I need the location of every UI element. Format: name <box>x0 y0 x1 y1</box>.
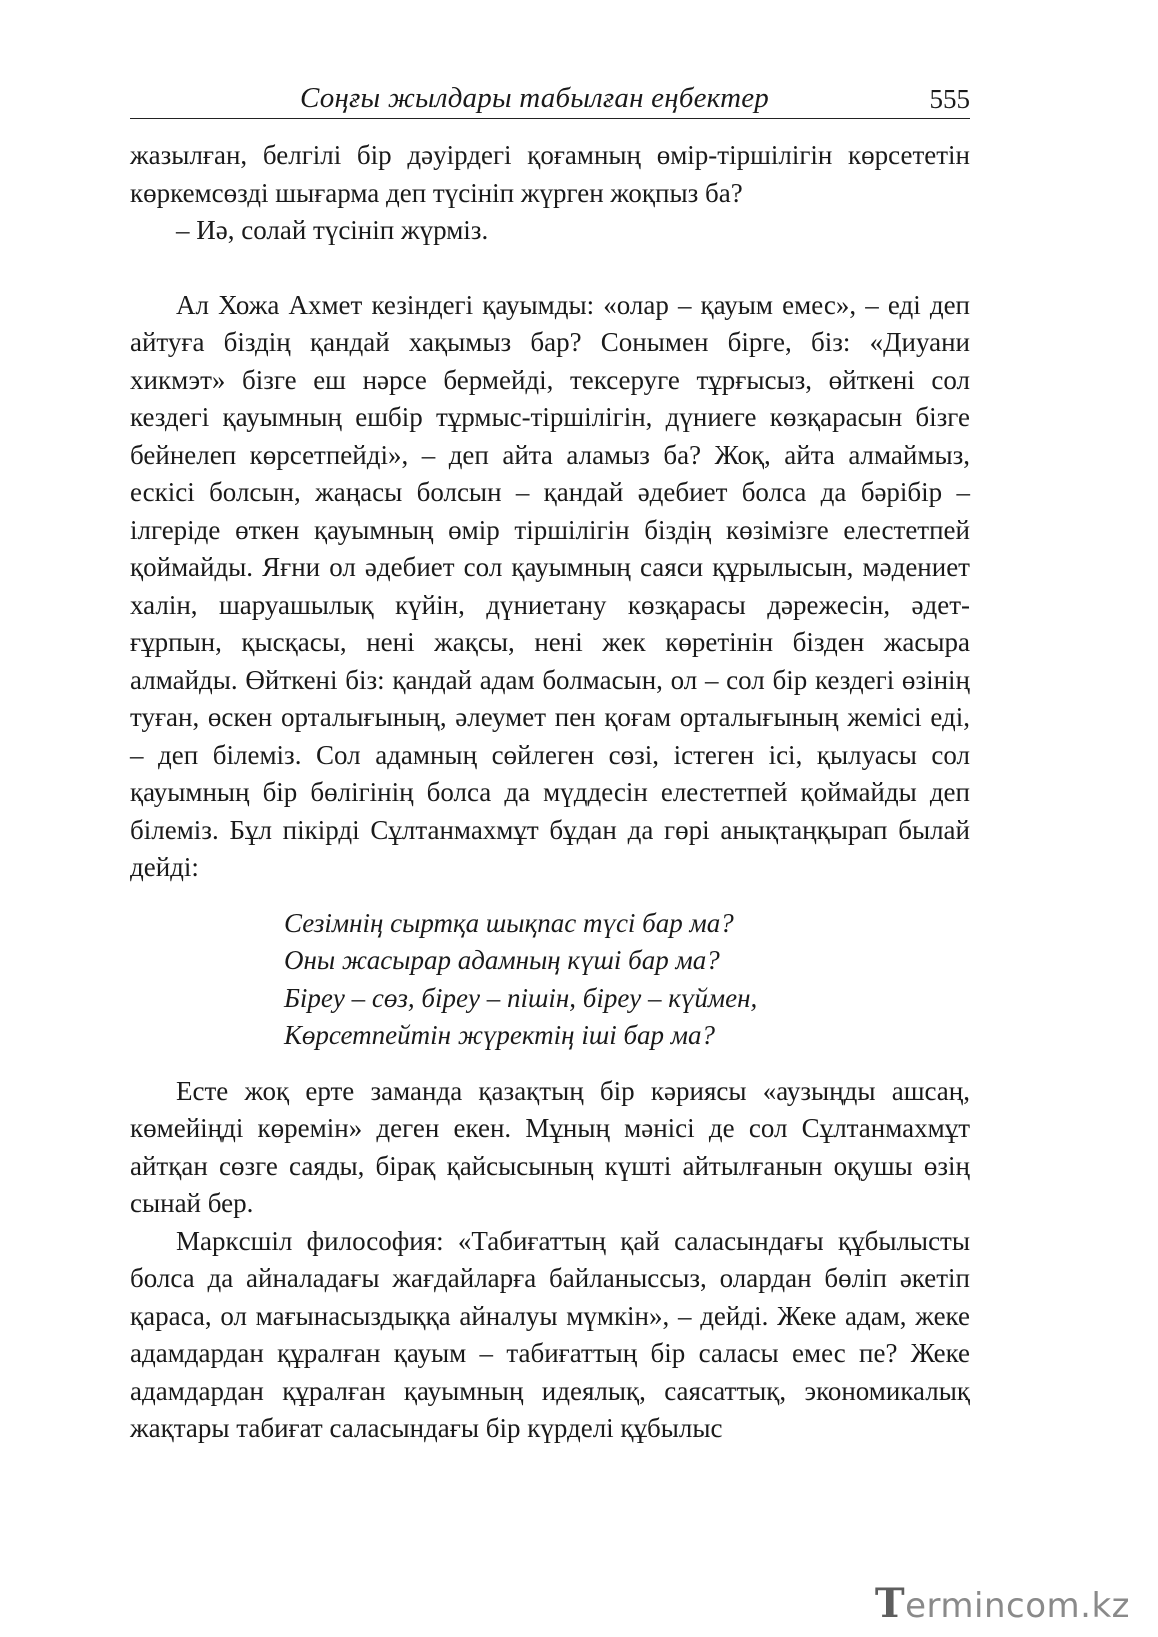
running-title: Соңғы жылдары табылған еңбектер <box>300 82 769 114</box>
running-head <box>130 80 970 119</box>
dialogue-line: – Иә, солай түсініп жүрміз. <box>176 215 489 245</box>
poem-line: Біреу – сөз, біреу – пішін, біреу – күймен, <box>284 982 758 1013</box>
page-number: 555 <box>929 84 970 114</box>
site-watermark <box>875 1580 1130 1627</box>
poem-quote <box>284 905 970 1055</box>
paragraph-gap <box>130 250 970 287</box>
poem-line: Оны жасырар адамның күші бар ма? <box>284 945 720 975</box>
paragraph-continued: жазылған, белгілі бір дәуірдегі қоғамның өмір-тіршілігін көрсететін көркемсөзді шығарма деп түсініп жүрген жоқпыз ба? <box>130 140 970 208</box>
watermark-logo-letter: T <box>874 1580 906 1627</box>
paragraph-main: Ал Хожа Ахмет кезіндегі қауымды: «олар – қауым емес», – еді деп айтуға біздің қандай хақымыз бар? Сонымен бірге, біз: «Диуани хикмэт» бізге еш нәрсе бермейді, тексеруге тұрғысыз, өйткені сол кездегі қауымның ешбір тұрмыс-тіршілігін, дүниеге көзқарасын бізге бейнелеп көрсетпейді», – деп айта аламыз ба? Жоқ, айта алмаймыз, ескісі болсын, жаңасы болсын – қандай әдебиет болса да бәрібір – ілгеріде өткен қауымның өмір тіршілігін біздің көзімізге елестетпей қоймайды. Яғни ол әдебиет сол қауымның саяси құрылысын, мәдениет халін, шаруашылық күйін, дүниетану көзқарасы дәрежесін, әдет-ғұрпын, қысқасы, нені жақсы, нені жек көретінін бізден жасыра алмайды. Өйткені біз: қандай адам болмасын, ол – сол бір кездегі өзінің туған, өскен орталығының, әлеумет пен қоғам орталығының жемісі еді, – деп білеміз. Сол адамның сөйлеген сөзі, істеген ісі, қылуасы сол қауымның бір бөлігінің болса да мүддесін елестетпей қоймайды деп білеміз. Бұл пікірді Сұлтанмахмұт бұдан да гөрі анықтаңқырап былай дейді: <box>130 289 970 882</box>
paragraph-philosophy: Маркcшіл философия: «Табиғаттың қай саласындағы құбылысты болса да айналадағы жағдайларға байланыссыз, олардан бөліп әкетіп қараса, ол мағынасыздыққа айналуы мүмкін», – дейді. Жеке адам, жеке адамдардан құралған қауым – табиғаттың бір саласы емес пе? Жеке адамдардан құралған қауымның идеялық, саясаттық, экономикалық жақтары табиғат саласындағы бір күрделі құбылыс <box>130 1225 970 1443</box>
poem-line: Көрсетпейтін жүректің іші бар ма? <box>284 1020 716 1050</box>
poem-line: Сезімнің сыртқа шықпас түсі бар ма? <box>284 907 734 938</box>
watermark-text: ermincom.kz <box>905 1586 1130 1626</box>
page-body <box>130 137 970 1448</box>
paragraph-proverb: Есте жоқ ерте заманда қазақтың бір кәриясы «аузыңды ашсаң, көмейіңді көремін» деген екен. Мұның мәнісі де сол Сұлтанмахмұт айтқан сөзге саяды, бірақ қайсысының күшті айтылғанын оқушы өзің сынай бер. <box>130 1075 970 1218</box>
book-page <box>130 80 970 1448</box>
